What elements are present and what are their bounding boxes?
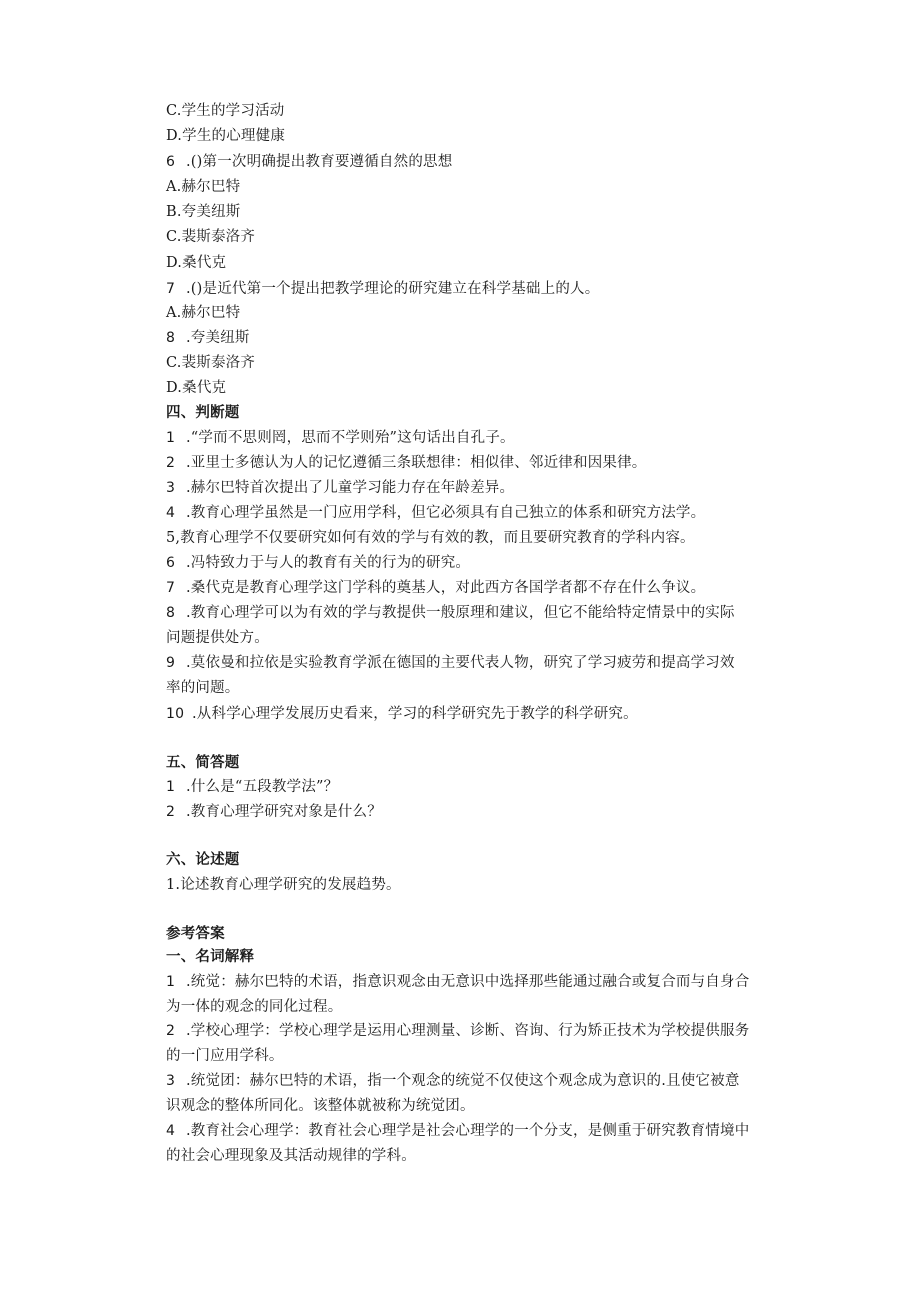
question-text: .()是近代第一个提出把教学理论的研究建立在科学基础上的人。 [186,281,600,297]
judge-item-1 [166,428,788,448]
judge-item-2 [166,453,788,473]
item-text: .教育心理学研究对象是什么？ [186,804,382,820]
judge-item-6 [166,553,788,573]
answer-item-4-continued: 的社会心理现象及其活动规律的学科。 [166,1148,416,1164]
item-text: 5,教育心理学不仅要研究如何有效的学与有效的教，而且要研究教育的学科内容。 [166,530,695,546]
option-d: D.桑代克 [166,255,227,271]
question-number: 6 [166,154,176,170]
answer-item-1 [166,972,788,992]
judge-item-5 [166,528,788,548]
item-number: 3 [166,480,176,496]
option-d: D.桑代克 [166,380,227,396]
item-text: .统觉团：赫尔巴特的术语，指一个观念的统觉不仅使这个观念成为意识的.且使它被意 [186,1073,740,1089]
option-c: C.学生的学习活动 [166,103,285,119]
item-text: .“学而不思则罔，思而不学则殆”这句话出自孔子。 [186,430,515,446]
item-number: 4 [166,505,176,521]
option-d: D.学生的心理健康 [166,128,286,144]
item-number: 8 [166,605,176,621]
option-b: B.夸美纽斯 [166,204,241,220]
item-text: .从科学心理学发展历史看来，学习的科学研究先于教学的科学研究。 [192,706,638,722]
answers-heading: 参考答案 [166,926,225,942]
answer-item-4 [166,1121,788,1141]
item-text: .什么是“五段教学法”？ [186,779,339,795]
item-number: 9 [166,655,176,671]
judge-item-10 [166,704,788,724]
answers-subheading: 一、名词解释 [166,949,255,965]
question-7 [166,279,788,299]
option-c: C.裴斯泰洛齐 [166,229,256,245]
judge-item-4 [166,503,788,523]
question-number: 7 [166,281,176,297]
item-text: .亚里士多德认为人的记忆遵循三条联想律：相似律、邻近律和因果律。 [186,455,647,471]
item-text: .教育社会心理学：教育社会心理学是社会心理学的一个分支，是侧重于研究教育情境中 [186,1123,750,1139]
item-text: .教育心理学可以为有效的学与教提供一般原理和建议，但它不能给特定情景中的实际 [186,605,735,621]
option-c: C.裴斯泰洛齐 [166,355,256,371]
judge-item-8-continued: 问题提供处方。 [166,630,269,646]
item-number: 10 [166,706,185,722]
option-a: A.赫尔巴特 [166,179,241,195]
item-number: 3 [166,1073,176,1089]
question-6 [166,152,788,172]
item-number: 2 [166,1023,176,1039]
item-number: 1 [166,430,176,446]
answer-item-3-continued: 识观念的整体所同化。该整体就被称为统觉团。 [166,1098,475,1114]
item-text: .统觉：赫尔巴特的术语，指意识观念由无意识中选择那些能通过融合或复合而与自身合 [186,974,750,990]
answer-item-2 [166,1021,788,1041]
item-number: 1 [166,974,176,990]
answer-item-1-continued: 为一体的观念的同化过程。 [166,999,343,1015]
item-number: 2 [166,804,176,820]
section-heading-short-answer: 五、简答题 [166,755,240,771]
question-text: .()第一次明确提出教育要遵循自然的思想 [186,154,453,170]
section-heading-judge: 四、判断题 [166,405,240,421]
answer-item-2-continued: 的一门应用学科。 [166,1048,284,1064]
item-text: .桑代克是教育心理学这门学科的奠基人，对此西方各国学者都不存在什么争议。 [186,580,706,596]
judge-item-9-continued: 率的问题。 [166,680,240,696]
judge-item-9 [166,653,788,673]
item-text: .教育心理学虽然是一门应用学科，但它必须具有自己独立的体系和研究方法学。 [186,505,706,521]
item-text: .冯特致力于与人的教育有关的行为的研究。 [186,555,471,571]
judge-item-3 [166,478,788,498]
option-a: A.赫尔巴特 [166,305,241,321]
item-number: 4 [166,1123,176,1139]
question-text: .夸美纽斯 [186,330,250,346]
item-number: 2 [166,455,176,471]
item-text: .学校心理学：学校心理学是运用心理测量、诊断、咨询、行为矫正技术为学校提供服务 [186,1023,750,1039]
short-item-1 [166,777,788,797]
item-number: 6 [166,555,176,571]
question-8 [166,328,788,348]
item-text: .赫尔巴特首次提出了儿童学习能力存在年龄差异。 [186,480,515,496]
judge-item-8 [166,603,788,623]
answer-item-3 [166,1071,788,1091]
short-item-2 [166,802,788,822]
section-heading-essay: 六、论述题 [166,852,240,868]
judge-item-7 [166,578,788,598]
item-number: 7 [166,580,176,596]
item-text: .莫依曼和拉依是实验教育学派在德国的主要代表人物，研究了学习疲劳和提高学习效 [186,655,735,671]
question-number: 8 [166,330,176,346]
item-number: 1 [166,779,176,795]
essay-item-1: 1.论述教育心理学研究的发展趋势。 [166,877,401,893]
